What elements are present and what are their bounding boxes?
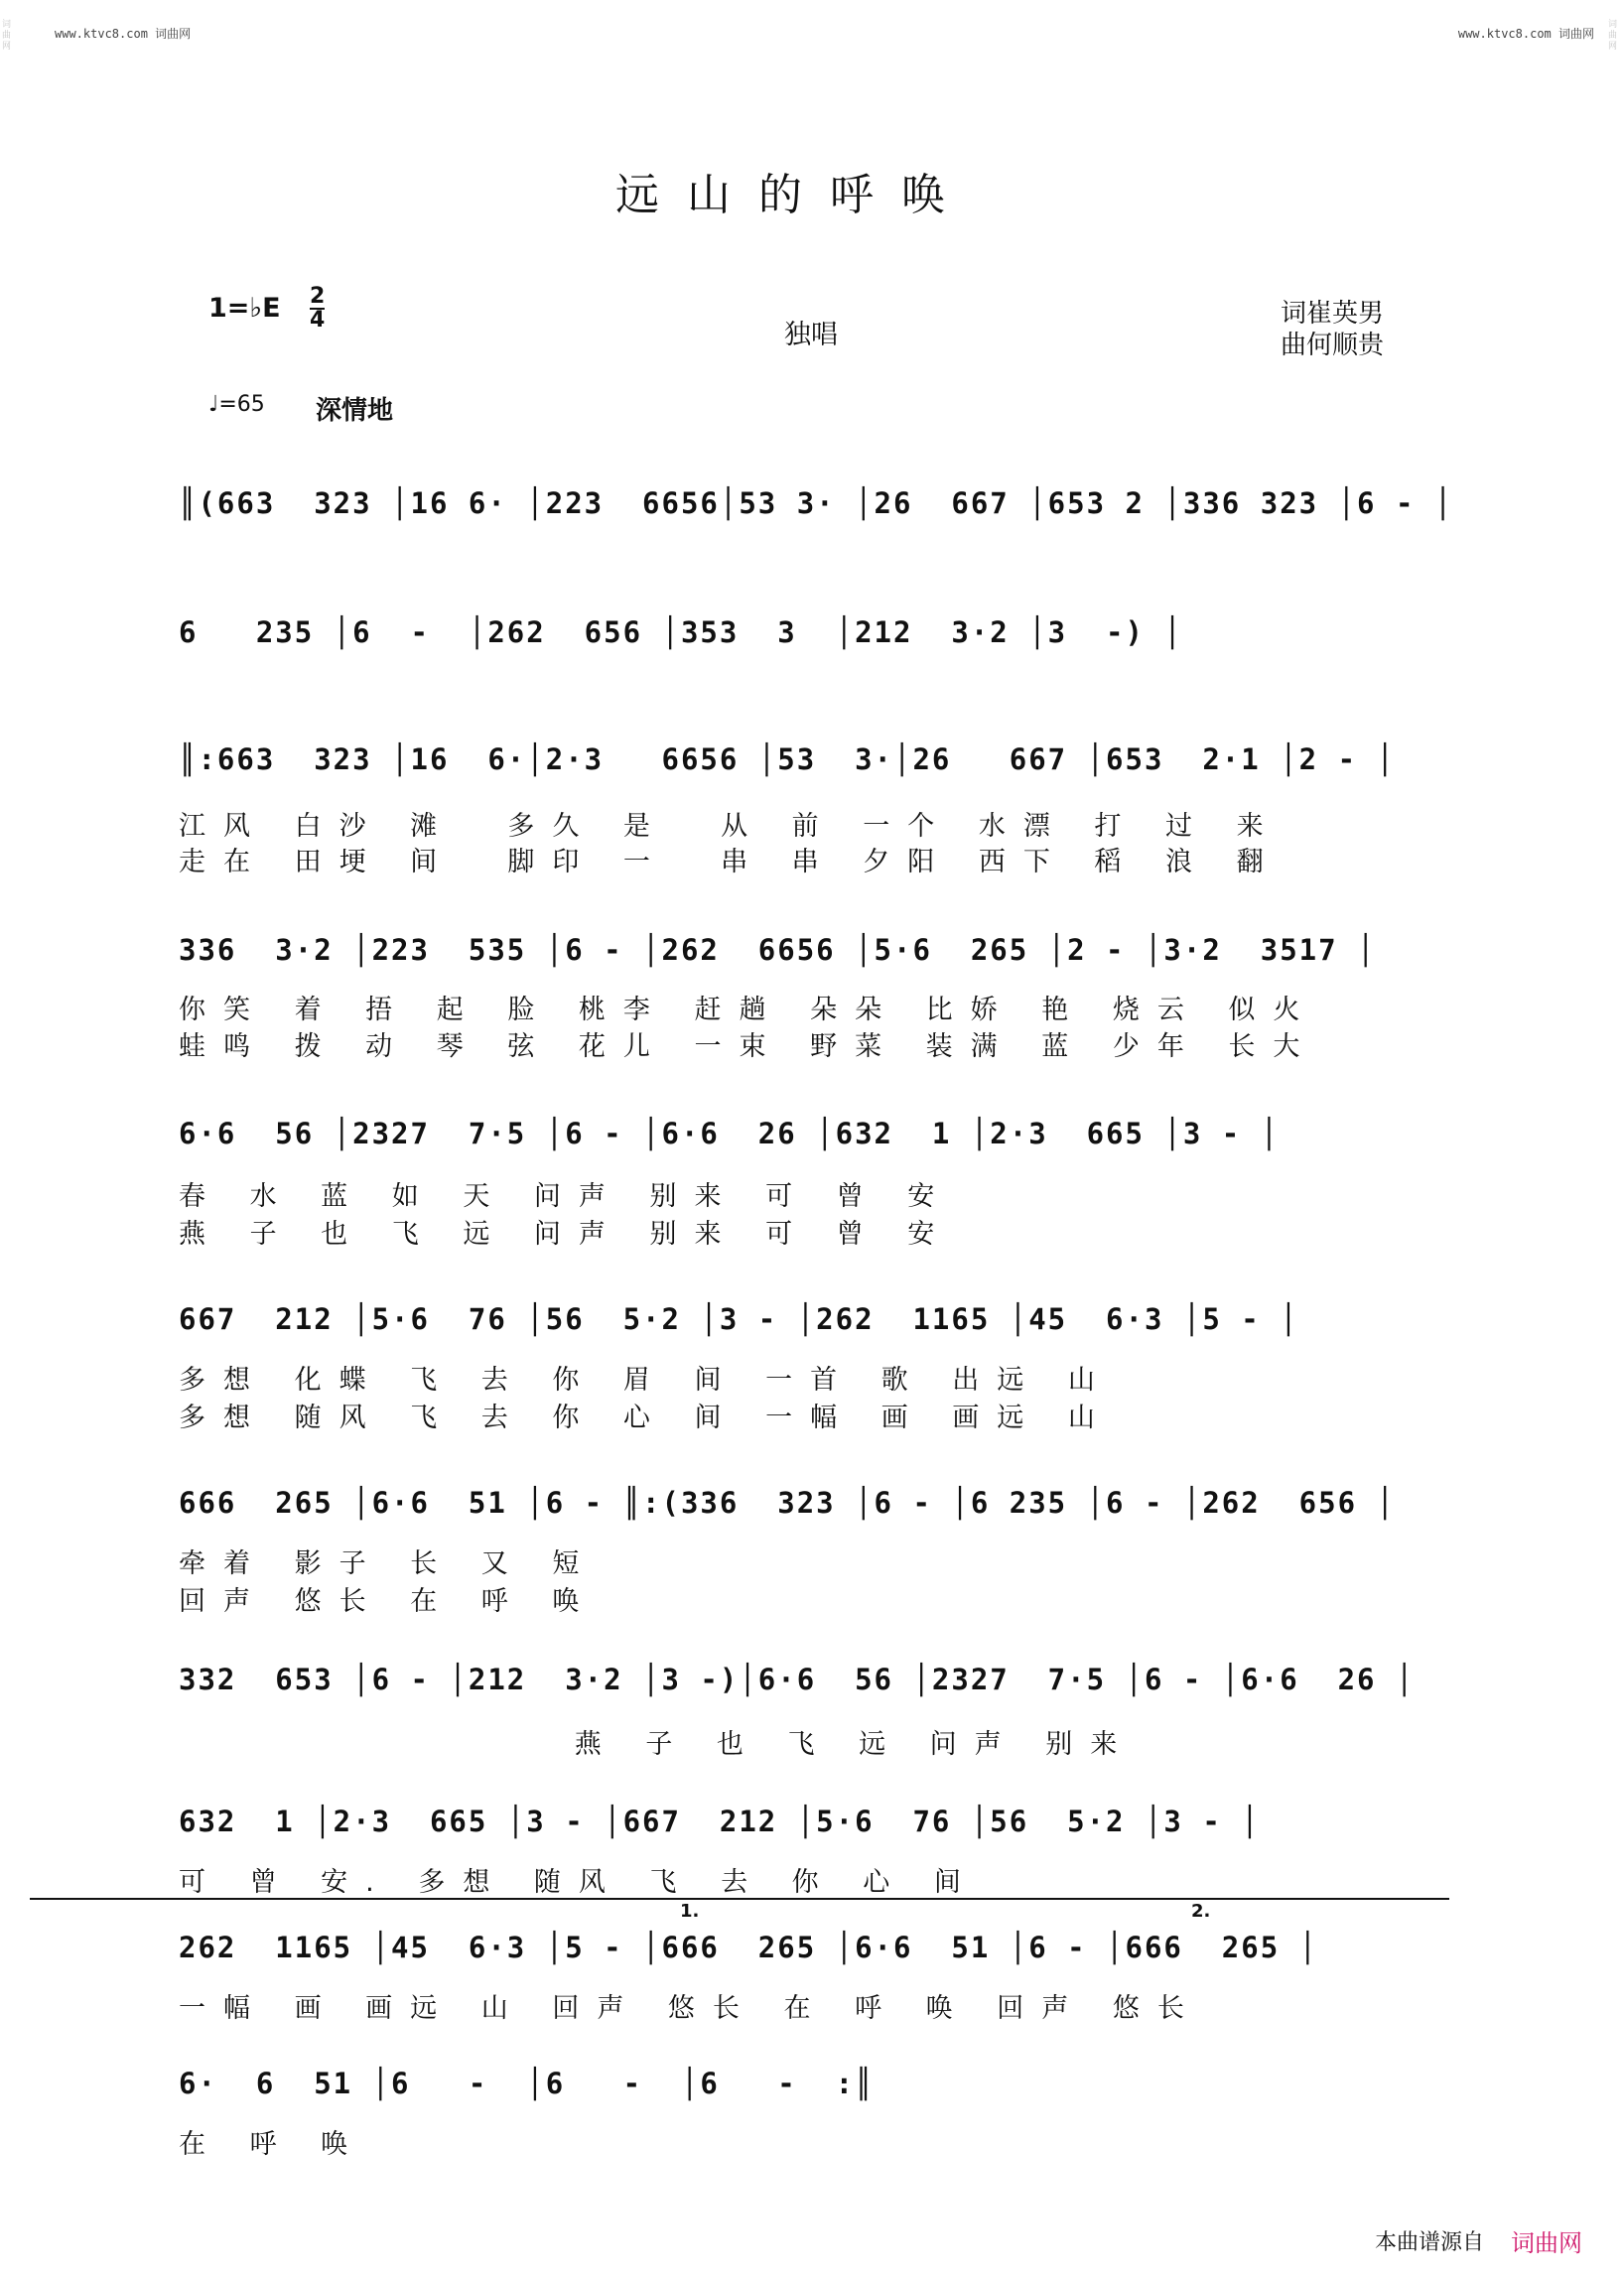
notation-line: ║(663 323 │16 6· │223 6656│53 3· │26 667 │653 2 │336 323 │6 - │ bbox=[179, 486, 1454, 520]
lyric-verse-1: 一幅 画 画远 山 回声 悠长 在 呼 唤 回声 悠长 bbox=[179, 1993, 1202, 2024]
expression-mark: 深情地 bbox=[316, 396, 394, 426]
notation-line: 666 265 │6·6 51 │6 - ║:(336 323 │6 - │6 235 │6 - │262 656 │ bbox=[179, 1486, 1396, 1520]
time-signature: 2 4 bbox=[310, 284, 326, 333]
notation-line: 632 1 │2·3 665 │3 - │667 212 │5·6 76 │56 5·2 │3 - │ bbox=[179, 1805, 1261, 1838]
lyric-verse-2: 蛙鸣 拨 动 琴 弦 花儿 一束 野菜 装满 蓝 少年 长大 bbox=[179, 1031, 1318, 1062]
volta-line bbox=[30, 1898, 1449, 1900]
lyric-verse-2: 走在 田埂 间 脚印 一 串 串 夕阳 西下 稻 浪 翻 bbox=[179, 847, 1282, 877]
credits bbox=[1281, 298, 1384, 361]
lyric-verse-2: 回声 悠长 在 呼 唤 bbox=[179, 1586, 598, 1617]
notation-line: 336 3·2 │223 535 │6 - │262 6656 │5·6 265 │2 - │3·2 3517 │ bbox=[179, 933, 1377, 967]
lyric-verse-1: 江风 白沙 滩 多久 是 从 前 一个 水漂 打 过 来 bbox=[179, 811, 1282, 842]
footer-site-link[interactable]: 词曲网 bbox=[1511, 2229, 1582, 2257]
notation-line: 6· 6 51 │6 - │6 - │6 - :║ bbox=[179, 2067, 875, 2100]
notation-line: 262 1165 │45 6·3 │5 - │666 265 │6·6 51 │6 - │666 265 │ bbox=[179, 1931, 1319, 1964]
tempo-mark: ♩=65 bbox=[208, 392, 265, 417]
lyricist: 词崔英男 bbox=[1281, 299, 1385, 329]
notation-line: ║:663 323 │16 6·│2·3 6656 │53 3·│26 667 │653 2·1 │2 - │ bbox=[179, 742, 1396, 776]
song-title: 远山的呼唤 bbox=[615, 170, 973, 220]
lyric-verse-1: 可 曾 安. 多想 随风 飞 去 你 心 间 bbox=[179, 1867, 979, 1898]
composer: 曲何顺贵 bbox=[1281, 331, 1385, 360]
lyric-verse-1: 你笑 着 捂 起 脸 桃李 赶趟 朵朵 比娇 艳 烧云 似火 bbox=[179, 995, 1318, 1025]
volta-first-ending: 1. bbox=[680, 1901, 700, 1922]
key-signature: 1=♭E bbox=[208, 293, 281, 324]
lyric-verse-2: 多想 随风 飞 去 你 心 间 一幅 画 画远 山 bbox=[179, 1403, 1113, 1433]
notation-line: 667 212 │5·6 76 │56 5·2 │3 - │262 1165 │45 6·3 │5 - │ bbox=[179, 1302, 1299, 1336]
lyric-verse-1: 牵着 影子 长 又 短 bbox=[179, 1548, 598, 1579]
lyric-verse-1: 燕 子 也 飞 远 问声 别来 bbox=[179, 1729, 1136, 1760]
notation-line: 6 235 │6 - │262 656 │353 3 │212 3·2 │3 -) │ bbox=[179, 615, 1183, 649]
notation-line: 6·6 56 │2327 7·5 │6 - │6·6 26 │632 1 │2·3 665 │3 - │ bbox=[179, 1117, 1281, 1150]
performance-type: 独唱 bbox=[784, 320, 838, 350]
notation-line: 332 653 │6 - │212 3·2 │3 -)│6·6 56 │2327 7·5 │6 - │6·6 26 │ bbox=[179, 1663, 1416, 1696]
side-watermark-left: 词曲网 bbox=[2, 20, 12, 52]
side-watermark-right: 词曲网 bbox=[1608, 20, 1618, 52]
lyric-verse-1: 多想 化蝶 飞 去 你 眉 间 一首 歌 出远 山 bbox=[179, 1365, 1113, 1396]
watermark-left: www.ktvc8.com 词曲网 bbox=[55, 27, 192, 41]
footer-source-text: 本曲谱源自 bbox=[1375, 2230, 1485, 2255]
lyric-verse-1: 春 水 蓝 如 天 问声 别来 可 曾 安 bbox=[179, 1181, 953, 1212]
watermark-right: www.ktvc8.com 词曲网 bbox=[1457, 27, 1594, 41]
volta-second-ending: 2. bbox=[1191, 1901, 1211, 1922]
lyric-verse-2: 燕 子 也 飞 远 问声 别来 可 曾 安 bbox=[179, 1219, 953, 1250]
lyric-verse-1: 在 呼 唤 bbox=[179, 2129, 366, 2160]
